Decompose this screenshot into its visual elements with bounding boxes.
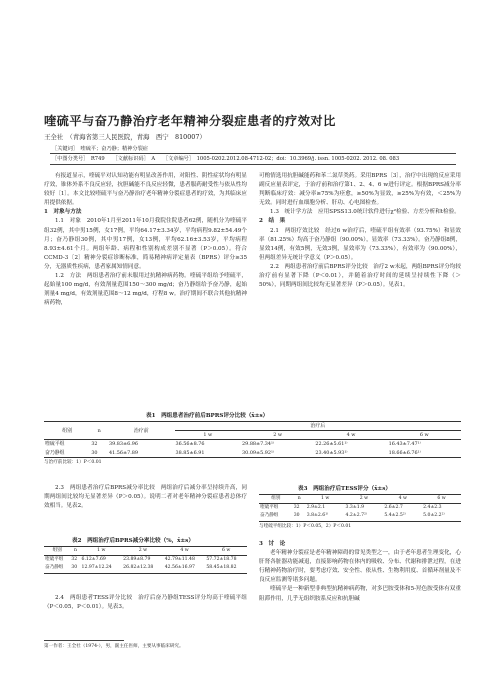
table-cell: 42.79±11.48 <box>164 557 195 563</box>
statistics-paragraph: 1.3 统计学方法 应用SPSS13.0统计软件进行χ²检验、方差分析和t检验。 <box>270 209 460 216</box>
table2-header: n <box>73 548 77 553</box>
table3-wrapper <box>259 494 461 529</box>
discussion-paragraph-1: 老年精神分裂症是老年精神障碍的常见类型之一，由于老年患者生理变化，心肝肾各脏器功能减退，直接影响药物在体内的吸收、分布、代谢和排泄过程，在进行精神药物治疗时，要考虑疗效、安全性、依从性、生物利用度、首循环剂量及不良反应监测等诸多问题。 <box>259 550 461 584</box>
table1-header-after: 治疗后 <box>175 422 461 431</box>
table-row <box>44 449 461 458</box>
left-column-middle <box>44 484 247 511</box>
table-row <box>44 556 247 565</box>
discussion-paragraph-2: 喹硫平是一种新型非典型抗精神病药物，对多巴胺受体和5-羟色胺受体有双重阻滞作用，几乎无组织胺系反应和抗胆碱 <box>259 586 461 602</box>
section-heading-results: 2 结 果 <box>259 218 286 225</box>
table-row <box>259 504 461 513</box>
table1-header-group: 组别 <box>62 427 73 434</box>
results-reduction-paragraph: 2.3 两组患者治疗后BPRS减分率比较 两组治疗后减分率呈持续升高，同期两组间比较均无显著差异（P＞0.05）。说明二者对老年精神分裂症患者总体疗效相当。见表2。 <box>44 485 247 510</box>
table-cell: 3.8±2.6¹⁾ <box>306 513 329 519</box>
table3 <box>259 494 461 522</box>
table-cell: 喹硫平组 <box>45 557 64 563</box>
table-cell: 38.85±6.91 <box>175 449 205 456</box>
table-row <box>44 564 247 573</box>
table-cell: 喹硫平组 <box>45 441 65 448</box>
table-cell: 29.88±7.34¹⁾ <box>242 441 275 448</box>
table-cell: 39.83±6.96 <box>108 441 138 448</box>
table-cell: 5.4±2.5²⁾ <box>384 513 406 519</box>
table1-subheader: 6 w <box>419 432 429 439</box>
methods-continued: 可酌情选用抗胆碱能药和苯二氮草类药。采用BPRS〔3〕，治疗中出现的反应采用副反应量表评定，于治疗前和治疗第1、2、4、6 w进行评定。根据BPRS减分率判断临床疗效：减分率≥75%为痊愈，≥50%为显效，≥25%为有效，＜25%为无效。同时进行血细胞分析、肝功、心电图检查。 <box>259 173 461 207</box>
table-cell: 41.56±7.89 <box>108 449 138 456</box>
left-column-top <box>44 172 247 308</box>
table-cell: 奋乃静组 <box>45 565 64 571</box>
table3-header: 6 w <box>437 496 446 501</box>
table-cell: 23.89±8.79 <box>123 557 151 563</box>
table2-header: 组别 <box>52 548 62 553</box>
table3-header: 2 w <box>359 496 369 501</box>
methods-paragraph: 1.2 方法 两组患者治疗前未服用过抗精神病药物。喹硫平组给予喹硫平，起始量100 mg/d，有效剂量范围150～300 mg/d；奋乃静组给予奋乃静，起始剂量4 mg/d，有效剂量范围8～12 mg/d，疗程8 w。治疗期间不联合其他抗精神病药物， <box>44 273 247 307</box>
table2-header: 2 w <box>138 548 148 553</box>
intro-paragraph: 有报道显示，喹硫平对认知功能有明显改善作用，对阳性、阴性症状均有明显疗效，锥体外系不良反应轻，抗胆碱能不良反应轻微，患者服药耐受性与依从性均较好〔1〕。本文比较喹硫平与奋乃静治疗老年精神分裂症患者的疗效，为其临床应用提供依据。 <box>44 173 247 207</box>
table2-wrapper <box>44 546 247 574</box>
table1-caption: 表1 两组患者治疗前后BPRS评分比较（x̄±s） <box>146 413 269 419</box>
table-cell: 30 <box>91 449 98 456</box>
table2-header: 1 w <box>97 548 106 553</box>
table-cell: 42.56±16.97 <box>164 565 195 571</box>
table-cell: 26.82±12.38 <box>123 565 154 571</box>
table2-caption: 表2 两组治疗后BPRS减分率比较（%，x̄±s） <box>72 538 194 544</box>
results-efficacy-paragraph: 2.1 两组疗效比较 经过6 w治疗后，喹硫平组有效率（93.75%）和显效率（81.25%）均高于奋乃静组（90.00%），显效率（73.33%）。奋乃静组8例，显效14例，有效5例，无效3例，显效率为（73.33%），有效率为（90.00%），但两组差异无统计学意义（P＞0.05）。 <box>259 227 461 261</box>
table1-wrapper <box>44 421 461 465</box>
table1-subheader: 1 w <box>203 432 213 439</box>
author-line: 王全社 （青海省第三人民医院，青海 西宁 810007） <box>44 133 206 141</box>
right-column-bottom <box>259 540 461 604</box>
table-cell: 23.40±5.93¹⁾ <box>315 449 348 456</box>
table-cell: 2.4±2.3 <box>423 505 442 511</box>
table3-header: 组别 <box>271 496 281 501</box>
table1 <box>44 421 461 458</box>
table-cell: 2.6±2.7 <box>384 505 403 511</box>
classification-line: ［中图分类号］ R749 ［文献标识码］ A ［文章编号］ 1005-0202.2012.08-4712-02；doi：10.3969/j. issn. 1005-0202. 2012. 08. 083 <box>52 156 400 162</box>
table-cell: 32 <box>71 557 78 563</box>
table-cell: 57.72±18.78 <box>206 557 237 563</box>
table-row <box>44 440 461 449</box>
section-heading-discussion: 3 讨 论 <box>259 541 286 547</box>
table-cell: 30 <box>293 513 300 519</box>
table2-header: 6 w <box>222 548 231 553</box>
table1-note: 与治疗前比较：1）P＜0.01 <box>44 459 102 465</box>
left-column-bottom <box>44 594 247 612</box>
right-column-top <box>259 172 461 290</box>
table-cell: 5.0±2.2²⁾ <box>423 513 445 519</box>
subjects-paragraph: 1.1 对象 2010年1月至2011年10月我院住院患者62例，随机分为喹硫平组32例，其中男15例，女17例，平均64.17±3.34岁，平均病程9.82±54.49个月；奋乃静组30例，其中男17例，女13例，平均62.16±3.53岁，平均病程8.93±4.61个月。两组年龄、病程和性别构成差别不显著（P＞0.05）。符合CCMD-3〔2〕精神分裂症诊断标准，简易精神病评定量表（BPRS）评分≥35分，无器质性疾病，患者家属知情同意。 <box>44 218 247 270</box>
table1-header-n: n <box>97 427 101 434</box>
table-cell: 30 <box>71 565 78 571</box>
table-cell: 奋乃静组 <box>260 513 279 519</box>
table-cell: 12.97±12.24 <box>81 565 112 571</box>
table-cell: 4.2±2.7²⁾ <box>345 513 367 519</box>
table-cell: 3.3±1.9 <box>345 505 365 511</box>
table-cell: 22.26±5.61¹⁾ <box>315 441 348 448</box>
table3-header: 1 w <box>320 496 330 501</box>
table1-subheader: 4 w <box>346 432 356 439</box>
table-cell: 58.45±18.82 <box>206 565 237 571</box>
table1-subheader: 2 w <box>273 432 283 439</box>
table3-caption: 表3 两组治疗后TESS评分（x̄±s） <box>298 486 391 492</box>
table-cell: 16.43±7.47¹⁾ <box>388 441 421 448</box>
table2-header: 4 w <box>180 548 189 553</box>
meta-rule-top <box>50 153 456 154</box>
table-row <box>259 512 461 521</box>
table-cell: 36.56±8.76 <box>175 441 205 448</box>
table-cell: 奋乃静组 <box>45 449 65 456</box>
table3-header: n <box>297 496 301 501</box>
results-bprs-paragraph: 2.2 两组患者治疗前后BPRS评分比较 治疗2 w末起，两组BPRS评分均较治疗前有显著下降（P＜0.01），并随着治疗时间的延续呈持续性下降（＞50%），同期两组间比较均无显著差异（P＞0.05）。见表1。 <box>259 263 461 289</box>
keywords: ［关键词］ 喹硫平；奋乃静；精神分裂症 <box>52 146 148 152</box>
table3-header: 4 w <box>398 496 407 501</box>
table1-header-before: 治疗前 <box>133 427 149 434</box>
table-cell: 喹硫平组 <box>260 505 279 511</box>
footnote-rule <box>44 640 124 641</box>
table-cell: 6.12±7.69 <box>81 557 106 563</box>
results-tess-paragraph: 2.4 两组患者TESS评分比较 治疗后奋乃静组TESS评分均高于喹硫平组（P＜0.05，P＜0.01）。见表3。 <box>44 595 247 611</box>
meta-rule-bottom <box>50 164 456 165</box>
table-cell: 32 <box>91 441 98 448</box>
table2 <box>44 546 247 574</box>
table3-note: 与喹硫平组比较：1）P＜0.05，2）P＜0.01 <box>259 523 352 529</box>
table-cell: 2.9±2.1 <box>306 505 326 511</box>
table-cell: 18.66±6.76¹⁾ <box>388 449 421 456</box>
author-footnote: 第一作者：王全社（1974-），男，副主任医师，主要从事临床研究。 <box>44 644 184 649</box>
section-heading-methods: 1 对象与方法 <box>44 209 82 216</box>
article-title: 喹硫平与奋乃静治疗老年精神分裂症患者的疗效对比 <box>44 114 336 128</box>
table-cell: 30.09±5.92¹⁾ <box>242 449 275 456</box>
table-cell: 32 <box>293 505 300 511</box>
